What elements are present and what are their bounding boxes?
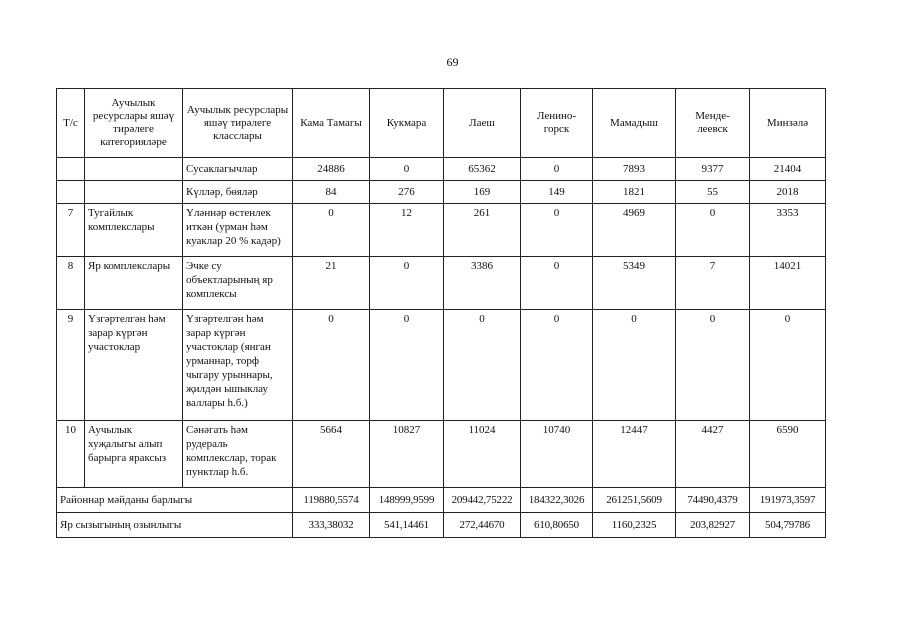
cell-value: 0 [444, 310, 521, 421]
cell-value: 1821 [593, 181, 676, 204]
row-index [57, 158, 85, 181]
cell-value: 169 [444, 181, 521, 204]
total-value: 119880,5574 [293, 488, 370, 513]
cell-value: 7893 [593, 158, 676, 181]
header-mendeleevsk: Менде- леевск [676, 89, 750, 158]
total-value: 191973,3597 [750, 488, 826, 513]
cell-value: 149 [521, 181, 593, 204]
total-value: 610,80650 [521, 513, 593, 538]
table-row [57, 310, 826, 421]
total-value: 184322,3026 [521, 488, 593, 513]
row-category: Үзгәртелгән һәм зарар күргән участоклар [85, 310, 183, 421]
cell-value: 0 [370, 158, 444, 181]
total-value: 261251,5609 [593, 488, 676, 513]
page-number: 69 [446, 55, 459, 69]
cell-value: 21 [293, 257, 370, 310]
cell-value: 6590 [750, 421, 826, 488]
total-value: 541,14461 [370, 513, 444, 538]
header-kama-tamagy: Кама Тамагы [293, 89, 370, 158]
cell-value: 12 [370, 204, 444, 257]
row-index: 9 [57, 310, 85, 421]
header-mamadysh: Мамадыш [593, 89, 676, 158]
cell-value: 11024 [444, 421, 521, 488]
cell-value: 0 [676, 310, 750, 421]
cell-value: 0 [521, 204, 593, 257]
header-minzele: Минзәлә [750, 89, 826, 158]
cell-value: 0 [521, 158, 593, 181]
row-class: Үләннәр өстенлек иткән (урман һәм куаклар 20 % кадәр) [183, 204, 293, 257]
cell-value: 0 [750, 310, 826, 421]
row-index: 7 [57, 204, 85, 257]
row-index: 8 [57, 257, 85, 310]
cell-value: 0 [293, 204, 370, 257]
cell-value: 84 [293, 181, 370, 204]
row-category: Тугайлык комплекслары [85, 204, 183, 257]
cell-value: 0 [370, 310, 444, 421]
table-row [57, 421, 826, 488]
header-index: Т/с [57, 89, 85, 158]
total-label: Яр сызыгының озынлыгы [57, 513, 293, 538]
cell-value: 7 [676, 257, 750, 310]
table-row [57, 204, 826, 257]
cell-value: 12447 [593, 421, 676, 488]
cell-value: 0 [521, 257, 593, 310]
header-category: Аучылык ресурслары яшәү тирәлеге категорияләре [85, 89, 183, 158]
cell-value: 276 [370, 181, 444, 204]
cell-value: 65362 [444, 158, 521, 181]
total-value: 333,38032 [293, 513, 370, 538]
row-class: Сәнәгать һәм рудераль комплекслар, торак пунктлар һ.б. [183, 421, 293, 488]
cell-value: 4969 [593, 204, 676, 257]
row-index [57, 181, 85, 204]
cell-value: 0 [370, 257, 444, 310]
row-category: Яр комплекслары [85, 257, 183, 310]
row-category [85, 181, 183, 204]
cell-value: 261 [444, 204, 521, 257]
header-leninogorsk: Ленино- горск [521, 89, 593, 158]
cell-value: 3386 [444, 257, 521, 310]
header-row [57, 89, 826, 158]
header-class: Аучылык ресурслары яшәү тирәлеге класслары [183, 89, 293, 158]
row-category [85, 158, 183, 181]
row-class: Сусаклагычлар [183, 158, 293, 181]
cell-value: 10827 [370, 421, 444, 488]
row-class: Үзгәртелгән һәм зарар күргән участоклар (янган урманнар, торф чыгару урыннары, җилдән ышыклау валлары һ.б.) [183, 310, 293, 421]
row-class: Эчке су объектларының яр комплексы [183, 257, 293, 310]
cell-value: 24886 [293, 158, 370, 181]
total-label: Районнар мәйданы барлыгы [57, 488, 293, 513]
header-kukmara: Кукмара [370, 89, 444, 158]
total-value: 148999,9599 [370, 488, 444, 513]
cell-value: 55 [676, 181, 750, 204]
cell-value: 4427 [676, 421, 750, 488]
table-row [57, 257, 826, 310]
cell-value: 0 [593, 310, 676, 421]
row-class: Күлләр, бөяләр [183, 181, 293, 204]
table-row [57, 158, 826, 181]
table-row [57, 181, 826, 204]
cell-value: 5664 [293, 421, 370, 488]
cell-value: 10740 [521, 421, 593, 488]
total-value: 203,82927 [676, 513, 750, 538]
total-row-area [57, 488, 826, 513]
row-index: 10 [57, 421, 85, 488]
total-value: 209442,75222 [444, 488, 521, 513]
total-value: 504,79786 [750, 513, 826, 538]
row-category: Аучылык хуҗалыгы алып барырга яраксыз [85, 421, 183, 488]
total-value: 74490,4379 [676, 488, 750, 513]
cell-value: 3353 [750, 204, 826, 257]
cell-value: 0 [293, 310, 370, 421]
cell-value: 14021 [750, 257, 826, 310]
header-laesh: Лаеш [444, 89, 521, 158]
total-row-shoreline [57, 513, 826, 538]
cell-value: 0 [521, 310, 593, 421]
cell-value: 21404 [750, 158, 826, 181]
resources-table [56, 88, 826, 538]
cell-value: 5349 [593, 257, 676, 310]
total-value: 1160,2325 [593, 513, 676, 538]
cell-value: 9377 [676, 158, 750, 181]
total-value: 272,44670 [444, 513, 521, 538]
cell-value: 0 [676, 204, 750, 257]
cell-value: 2018 [750, 181, 826, 204]
